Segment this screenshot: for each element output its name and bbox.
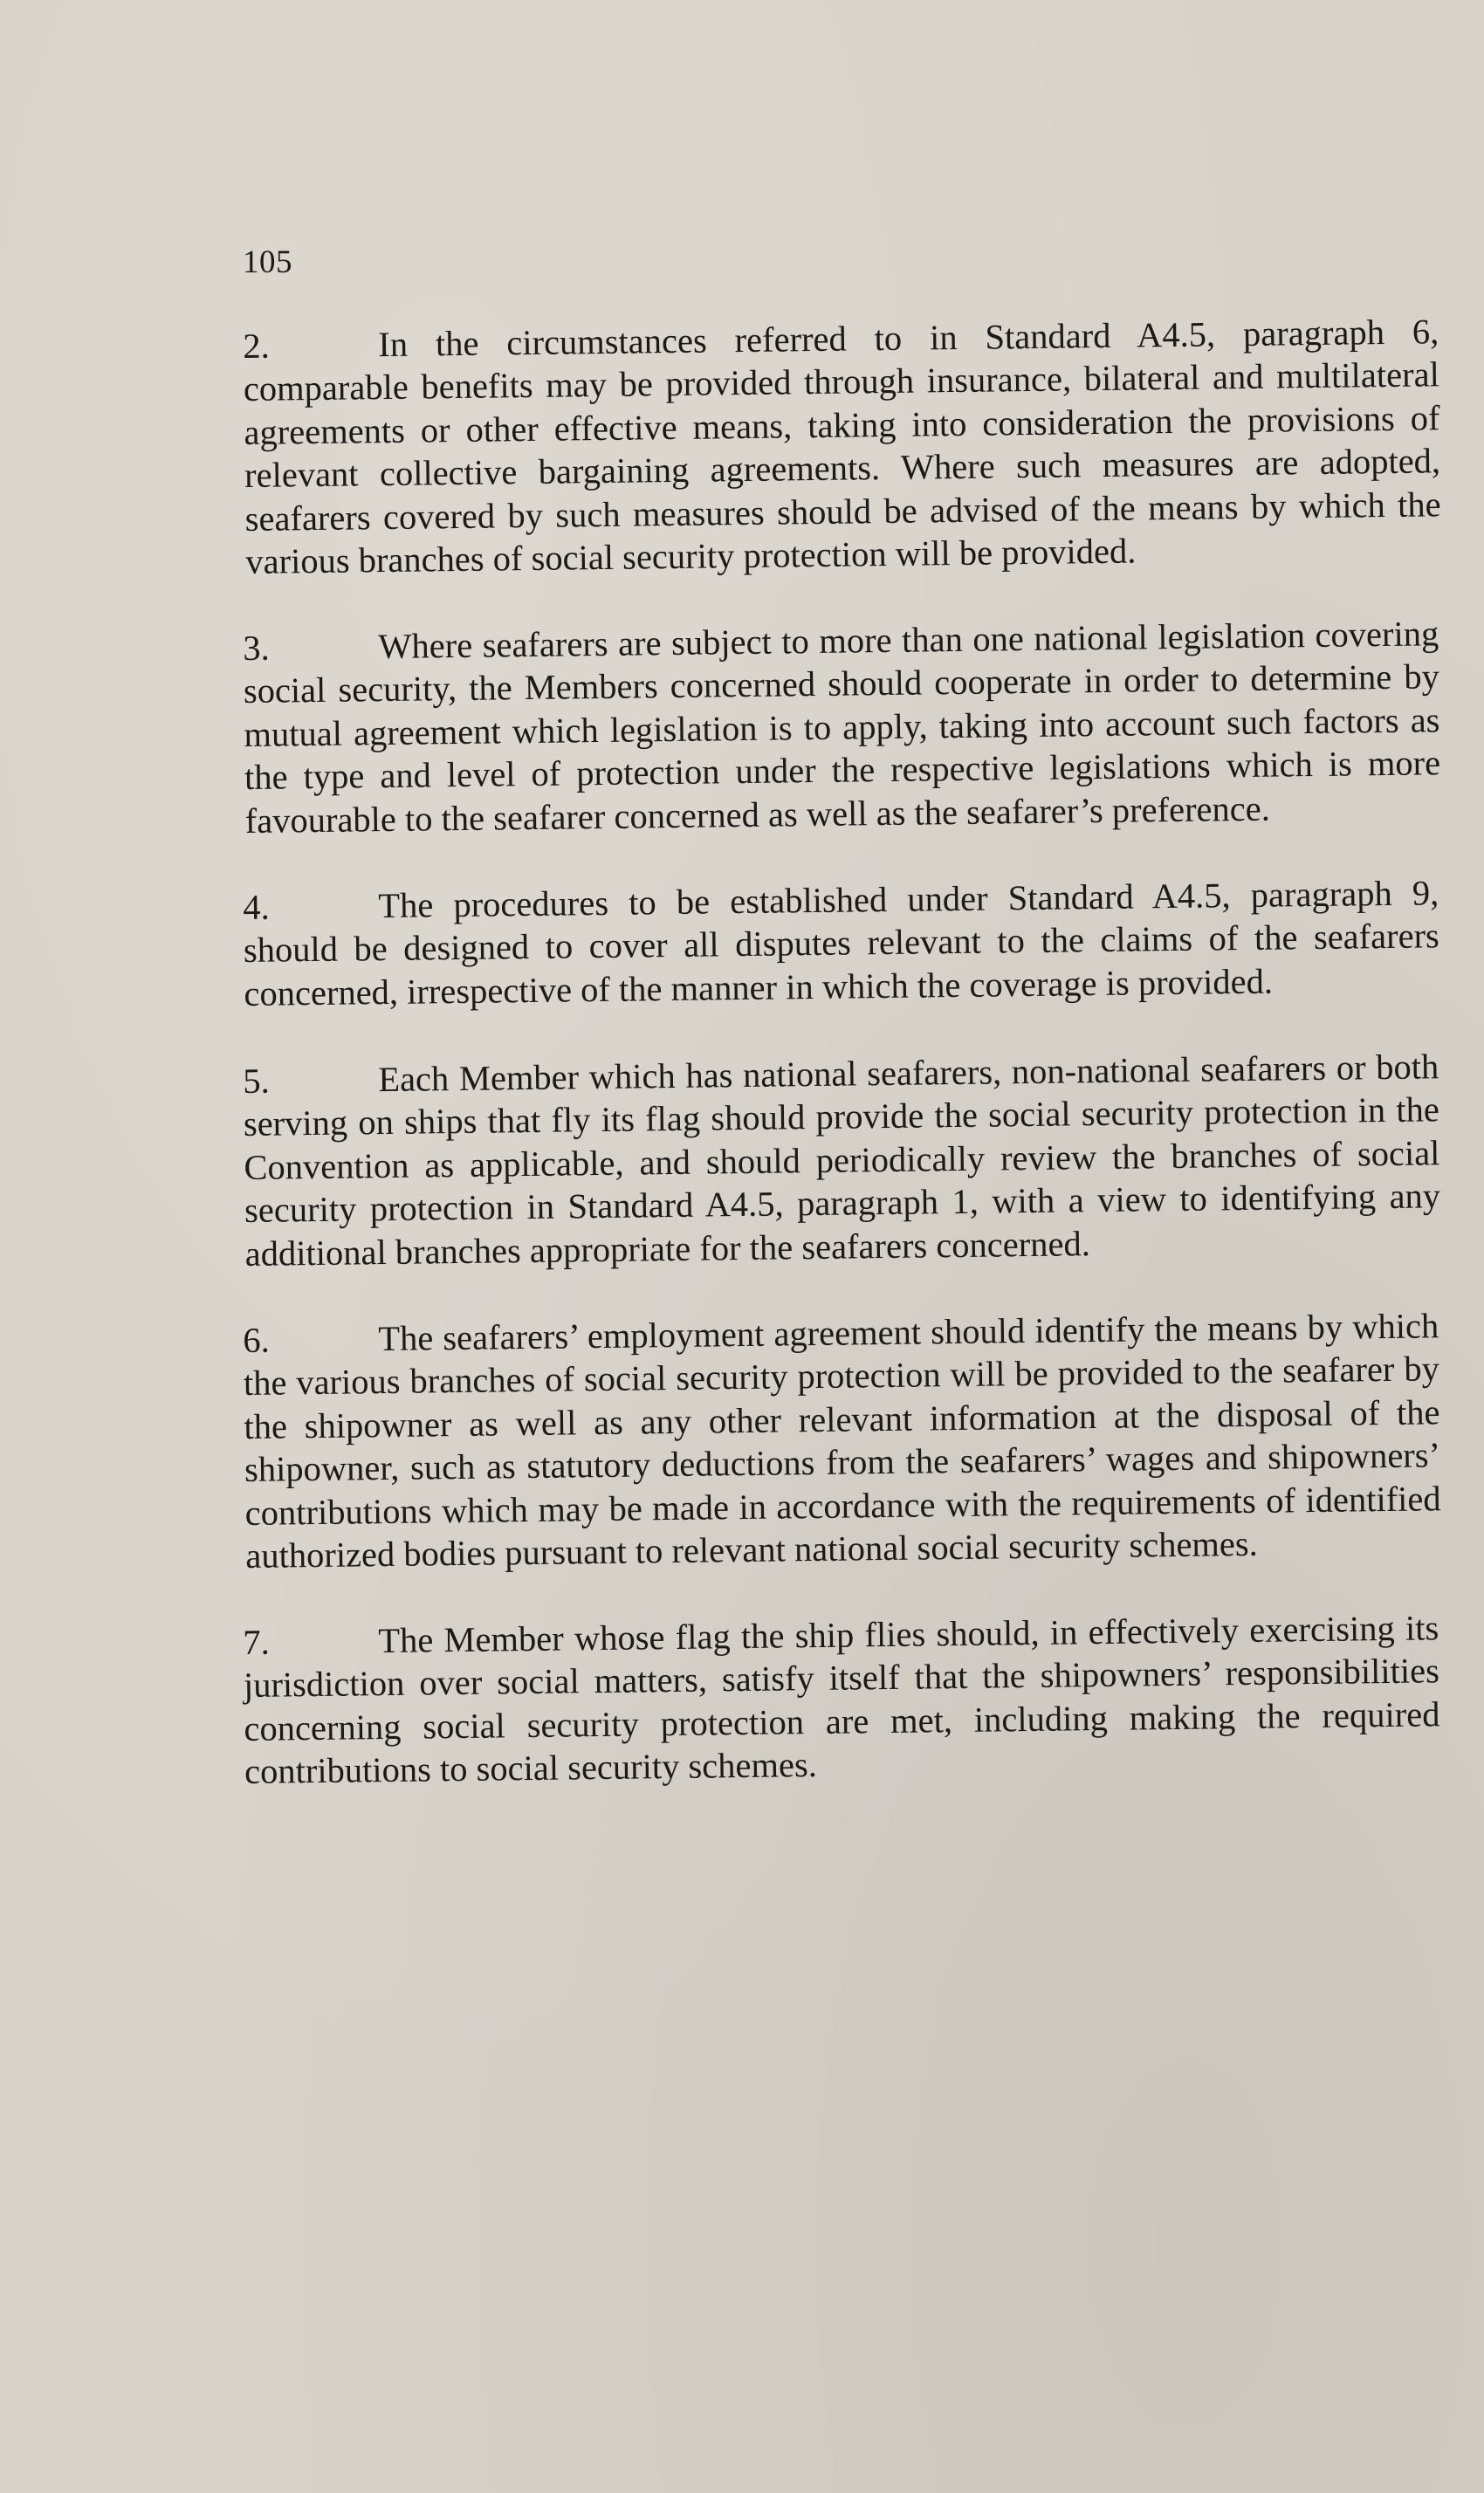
body-text [243, 312, 1441, 1837]
paragraph-3 [243, 613, 1441, 843]
paragraph-number: 7. [243, 1622, 270, 1663]
paragraph-text: In the circumstances referred to in Standard A4.5, paragraph 6, comparable benefits may be provided through insurance, bilateral and multilateral agreements or other effective means, taking into consideration the provisions of relevant collective bargaining agreements. Where such measures are adopted, seafarers covered by such measures should be advised of the means by which the various branches of social security protection will be provided. [243, 312, 1441, 582]
paragraph-2 [243, 310, 1442, 583]
paragraph-text: The procedures to be established under Standard A4.5, paragraph 9, should be designed to cover all disputes relevant to the claims of the seafarers concerned, irrespective of the manner in which the coverage is provided. [243, 873, 1440, 1014]
paragraph-number: 6. [243, 1320, 270, 1360]
paragraph-number: 4. [243, 888, 270, 928]
paragraph-text: The Member whose flag the ship flies should, in effectively exercising its jurisdiction over social matters, satisfy itself that the shipowners’ responsibilities concerning social security protection are met, including making the required contributions to social security schemes. [243, 1608, 1440, 1792]
paragraph-5 [243, 1045, 1441, 1275]
paragraph-number: 3. [243, 628, 270, 669]
paragraph-number: 5. [243, 1061, 270, 1101]
paragraph-4 [243, 872, 1440, 1016]
paragraph-text: Where seafarers are subject to more than one national legislation covering social security, the Members concerned should cooperate in order to determine by mutual agreement which legislation is to apply, taking into account such factors as the type and level of protection under the respective legislations which is more favourable to the seafarer concerned as well as the seafarer’s preference. [243, 614, 1441, 841]
paragraph-text: The seafarers’ employment agreement should identify the means by which the various branches of social security protection will be provided to the seafarer by the shipowner as well as any other relevant information at the disposal of the shipowner, such as statutory deductions from the seafarers’ wages and shipowners’ contributions which may be made in accordance with the requirements of identified authorized bodies pursuant to relevant national social security schemes. [243, 1305, 1441, 1576]
paragraph-number: 2. [243, 326, 270, 366]
page-number: 105 [243, 244, 292, 280]
paragraph-6 [243, 1304, 1442, 1577]
paragraph-7 [243, 1606, 1440, 1793]
paragraph-text: Each Member which has national seafarers, non-national seafarers or both serving on ships that fly its flag should provide the social security protection in the Convention as applicable, and should periodically review the branches of social security protection in Standard A4.5, paragraph 1, with a view to identifying any additional branches appropriate for the seafarers concerned. [243, 1046, 1441, 1274]
